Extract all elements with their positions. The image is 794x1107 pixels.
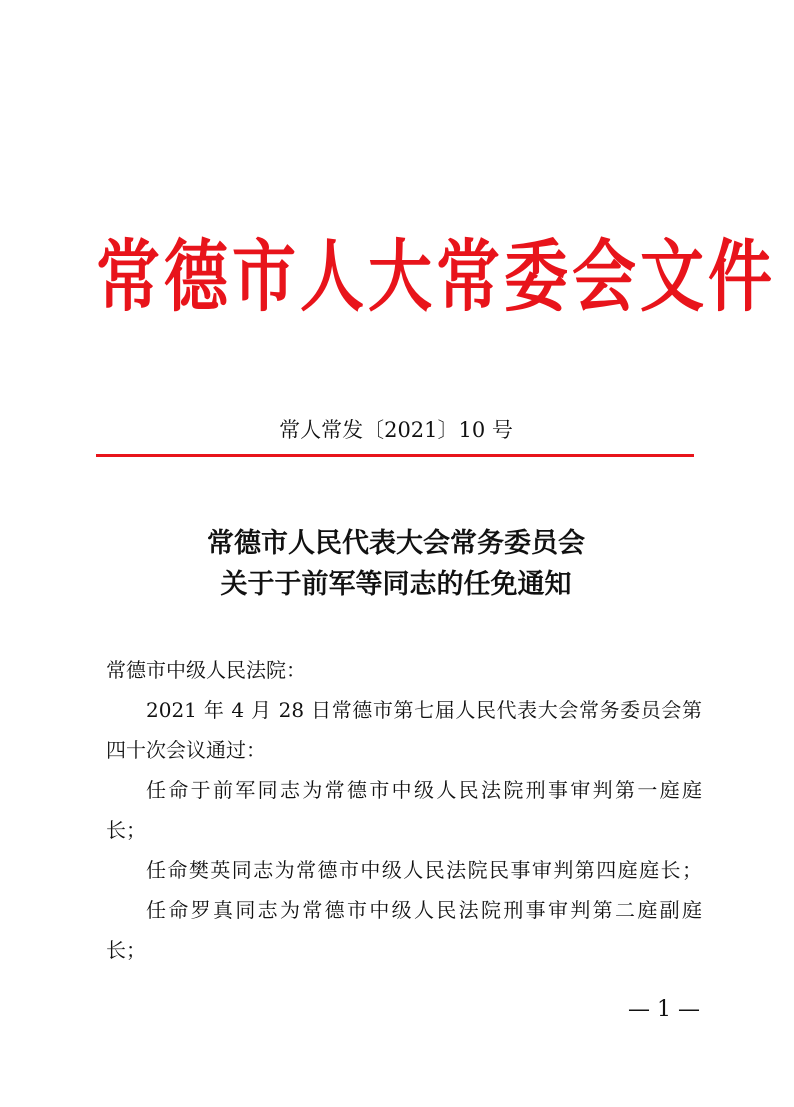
masthead-title: 常德市人大常委会文件 xyxy=(96,231,776,324)
title-line-2: 关于于前军等同志的任免通知 xyxy=(220,569,572,600)
paragraph-2-line-2: 长； xyxy=(106,818,146,842)
paragraph-3-line-1: 任命樊英同志为常德市中级人民法院民事审判第四庭庭长； xyxy=(146,858,702,882)
document-body xyxy=(106,650,702,970)
paragraph-2-line-1: 任命于前军同志为常德市中级人民法院刑事审判第一庭庭 xyxy=(146,778,702,802)
document-number: 常人常发〔2021〕10 号 xyxy=(279,418,513,442)
page-number: — 1 — xyxy=(628,997,700,1022)
salutation: 常德市中级人民法院： xyxy=(106,658,306,682)
document-title xyxy=(96,523,696,605)
title-line-1: 常德市人民代表大会常务委员会 xyxy=(207,528,585,559)
paragraph-4-line-2: 长； xyxy=(106,938,146,962)
paragraph-4-line-1: 任命罗真同志为常德市中级人民法院刑事审判第二庭副庭 xyxy=(146,898,702,922)
paragraph-1-line-1: 2021 年 4 月 28 日常德市第七届人民代表大会常务委员会第 xyxy=(146,698,702,722)
paragraph-1-line-2: 四十次会议通过： xyxy=(106,738,266,762)
red-divider-line xyxy=(96,454,694,457)
